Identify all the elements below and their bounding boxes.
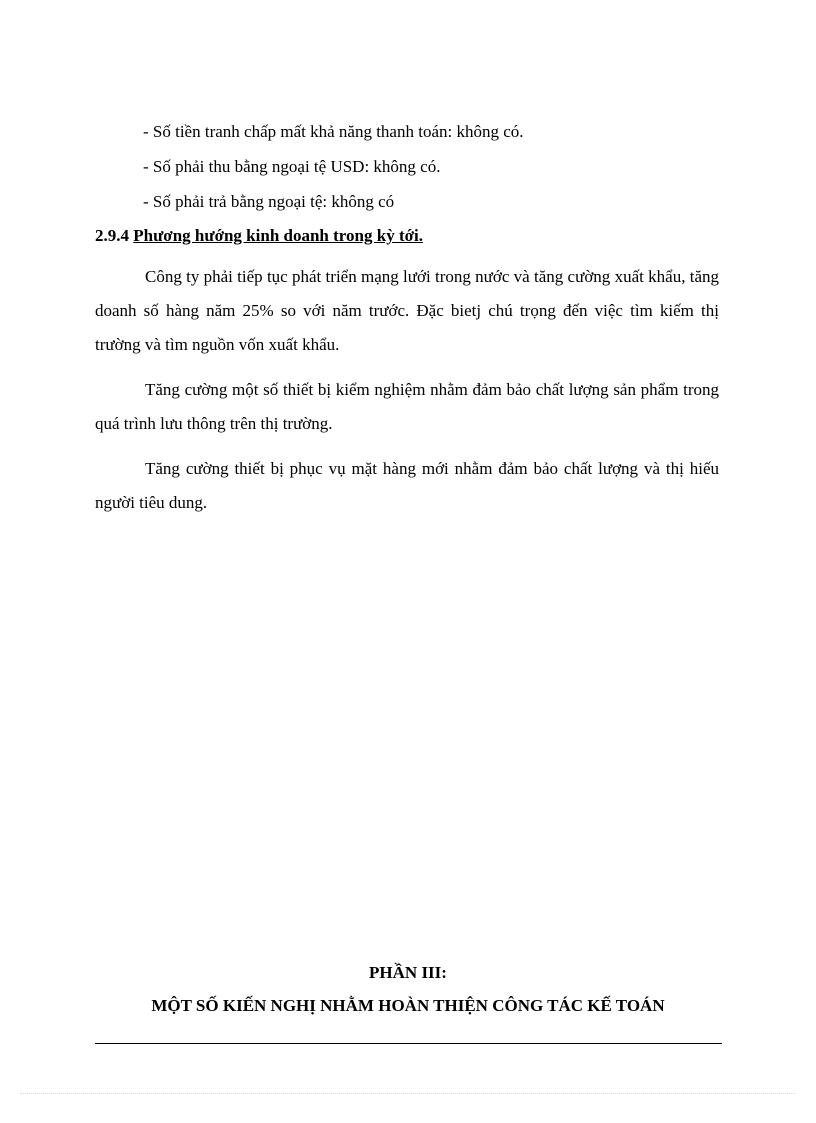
paragraph-new-products: Tăng cường thiết bị phục vụ mặt hàng mới nhằm đảm bảo chất lượng và thị hiếu người tiêu dung. bbox=[95, 459, 719, 512]
page-bottom-border bbox=[20, 1093, 796, 1094]
section-heading bbox=[95, 226, 423, 246]
paragraph-development: Công ty phải tiếp tục phát triển mạng lưới trong nước và tăng cường xuất khẩu, tăng doanh số hàng năm 25% so với năm trước. Đặc bietj chú trọng đến việc tìm kiếm thị trường và tìm nguồn vốn xuất khẩu. bbox=[95, 267, 719, 354]
section-title: Phương hướng kinh doanh trong kỳ tới. bbox=[133, 226, 423, 245]
section-number: 2.9.4 bbox=[95, 226, 129, 245]
bullet-payable-foreign: - Số phải trả bằng ngoại tệ: không có bbox=[143, 192, 395, 211]
divider-line bbox=[95, 1043, 722, 1044]
paragraph-testing-equipment: Tăng cường một số thiết bị kiểm nghiệm nhằm đảm bảo chất lượng sản phẩm trong quá trình lưu thông trên thị trường. bbox=[95, 380, 719, 433]
bullet-receivable-usd: - Số phải thu bằng ngoại tệ USD: không có. bbox=[143, 157, 441, 176]
bullet-disputed-amount: - Số tiền tranh chấp mất khả năng thanh toán: không có. bbox=[143, 122, 524, 141]
part-title: MỘT SỐ KIẾN NGHỊ NHẰM HOÀN THIỆN CÔNG TÁC KẾ TOÁN bbox=[151, 996, 665, 1015]
part-label: PHẦN III: bbox=[369, 963, 447, 982]
